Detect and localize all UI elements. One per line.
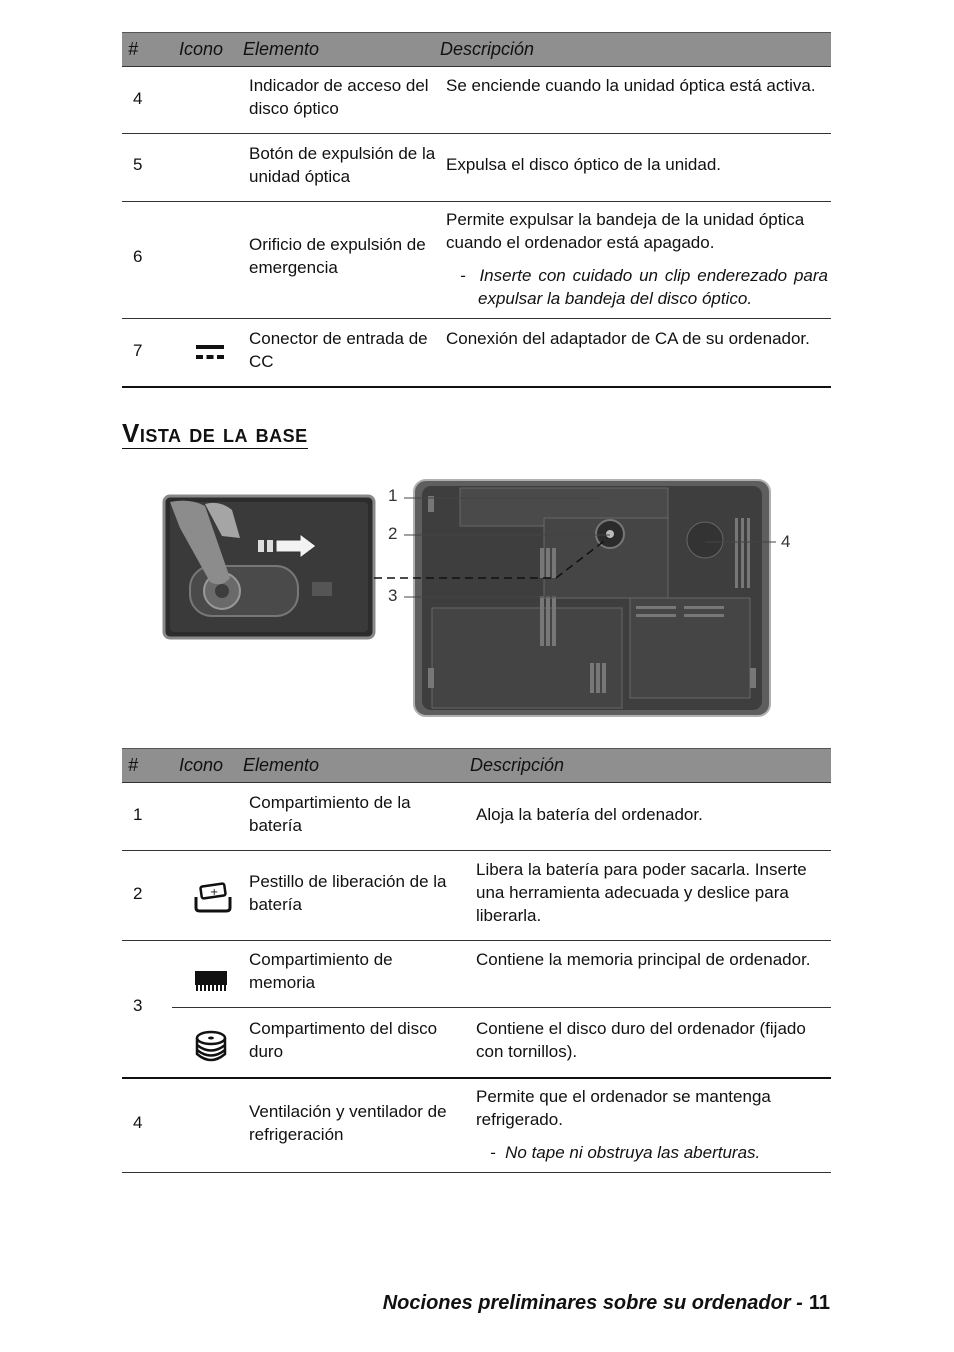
row-description: Se enciende cuando la unidad óptica está activa. [446,76,816,95]
row-number: 4 [133,1113,143,1132]
footer-text: Nociones preliminares sobre su ordenador - [382,1292,803,1314]
table-row [122,941,831,1079]
svg-text:+: + [210,887,219,898]
header-num: # [128,39,139,59]
row-element: Botón de expulsión de la unidad óptica [249,144,436,186]
battery-release-icon [194,881,232,919]
row-number: 2 [133,884,143,903]
row-number: 1 [133,805,143,824]
row-description: Expulsa el disco óptico de la unidad. [446,155,722,174]
header-element: Elemento [243,39,320,59]
row-description [446,208,828,310]
row-description: Aloja la batería del ordenador. [476,805,703,824]
row-number: 7 [133,341,143,360]
table-header [122,748,831,783]
header-icon: Icono [179,755,224,775]
table-row [122,202,831,319]
table-row [122,134,831,202]
description-text: Permite que el ordenador se mantenga refrigerado. [476,1087,771,1129]
row-number: 6 [133,247,143,266]
note-text: Inserte con cuidado un clip enderezado para expulsar la bandeja del disco óptico. [478,266,828,308]
callout-3: 3 [388,586,398,605]
hard-disk-icon [194,1029,228,1069]
page-number: 11 [808,1292,830,1314]
note-text: No tape ni obstruya las aberturas. [505,1143,761,1162]
row-number: 5 [133,155,143,174]
row-element: Indicador de acceso del disco óptico [249,76,429,118]
callout-1: 1 [388,486,398,505]
dc-power-icon [194,343,226,369]
table-row [122,851,831,941]
section-title: Vista de la base [122,418,308,448]
description-text: Permite expulsar la bandeja de la unidad óptica cuando el ordenador está apagado. [446,210,805,252]
row-number: 4 [133,89,143,108]
header-description: Descripción [470,755,565,775]
header-num: # [128,755,139,775]
row-element: Conector de entrada de CC [249,329,428,371]
memory-icon [194,969,228,999]
table-base [122,748,831,1173]
table-row [122,319,831,388]
table-row [122,1079,831,1173]
row-number: 3 [133,996,143,1015]
callout-4: 4 [781,532,791,551]
row-element: Pestillo de liberación de la batería [249,872,447,914]
header-element: Elemento [243,755,320,775]
table-optical [122,32,831,388]
sub-row-divider [172,1007,831,1008]
row-description: Contiene la memoria principal de ordenador. [476,950,811,969]
table-row [122,67,831,134]
row-element: Ventilación y ventilador de refrigeración [249,1102,447,1144]
table-row [122,783,831,851]
laptop-base-illustration [160,478,800,723]
row-description: Contiene el disco duro del ordenador (fijado con tornillos). [476,1019,806,1061]
row-element: Compartimiento de memoria [249,950,393,992]
header-icon: Icono [179,39,224,59]
row-element: Compartimiento de la batería [249,793,411,835]
header-description: Descripción [440,39,535,59]
row-description [476,1085,828,1164]
row-element: Compartimento del disco duro [249,1019,438,1061]
row-description: Conexión del adaptador de CA de su ordenador. [446,329,810,348]
row-description: Libera la batería para poder sacarla. Inserte una herramienta adecuada y deslice para liberarla. [476,860,807,925]
callout-2: 2 [388,524,398,543]
table-header [122,32,831,67]
base-view-figure [160,478,800,723]
page-footer [383,1292,830,1315]
note: - No tape ni obstruya las aberturas. [490,1143,761,1162]
row-element: Orificio de expulsión de emergencia [249,235,426,277]
note: - Inserte con cuidado un clip enderezado para expulsar la bandeja del disco óptico. [460,266,828,308]
